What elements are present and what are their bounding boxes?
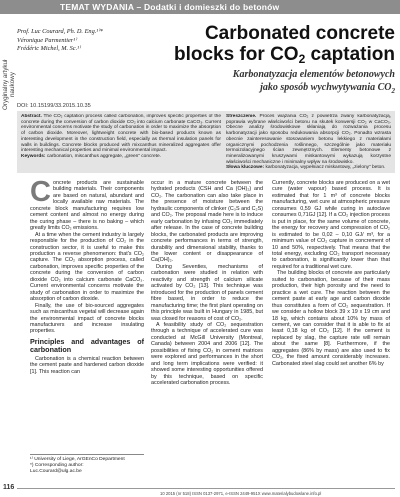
doi-label: DOI: 10.15199/33.2015.10.35 [17, 103, 91, 109]
paragraph: Carbonation is a chemical reaction between the cement paste and hardened carbon dioxide [1]. This reaction can [30, 355, 144, 375]
header-bar [0, 0, 400, 14]
paragraph: At a time when the cement industry is largely responsible for the production of CO₂ in the construction sector, it is useful to make this production a reverse phenomenon: that's CO₂ capture. The CO₂ absorption process, called carbonation, improves specific properties of the concrete during the conversion of carbon dioxide CO₂ into calcium carbonate CaCO₃. Current environmental concerns motivate the study of carbonation in order to maximize the absorption of carbon dioxide. [30, 231, 144, 303]
author: Frédéric Michel, M. Sc.¹⁾ [17, 45, 81, 52]
page-number: 116 [3, 484, 15, 491]
body-column-3 [272, 180, 390, 470]
abstract-english: Abstract. The CO₂ captation process called carbonation, improves specific properties of the concrete during the conversion of carbon dioxide CO₂ into calcium carbonate CaCO₃. Current environmental concerns motivate the study of carbonation in order to maximize the absorption of carbon dioxide. Moreover, lightweight concrete with bio-based products known as interesting development in the construction field, especially as thermal insulation panels for walls in buildings. Concrete blocks produced with mixcanthus mineralized aggregates offer interesting mechanical properties and minimal environmental impact. Keywords: carbonation, miscanthus aggregate, „green” concrete. [21, 114, 221, 159]
paragraph: Finally, the use of bio-sourced aggregates such as miscanthus vegetal will decrease again the environmental impact of concrete blocks manufacturers and increase insulating properties. [30, 302, 144, 335]
article-type-label: Oryginalny artykuł naukowy [2, 59, 16, 111]
article-title [150, 23, 395, 65]
title-line-2: blocks for $CO_2$ captation [174, 44, 395, 66]
paragraph: During Seventies, mechanisms of carbonation were studied in relation with reactivity and strength of calcium silicate activated by CO₂ [13]. This technique was introduced for the production of panels cement fibre based, in order to reduce the manufacturing time; the first plant operating on this principle was built in Hungary in 1985, but was closed for reasons of cost of CO₂. [151, 263, 263, 322]
paragraph: Concrete products are sustainable building materials. Their components are based on natural, abundant and locally available raw materials. The concrete block manufacturing requires low cement content and almost no energy during the curing phase – there is no baking – which greatly limits CO₂ emissions. [30, 180, 144, 232]
email: Luc.Courard@ulg.ac.be [30, 468, 82, 474]
author: Prof. Luc Courard, Ph. D. Eng.¹⁾* [17, 28, 103, 35]
author: Véronique Parmentier¹⁾ [17, 36, 77, 44]
article-subtitle [150, 68, 395, 94]
body-column-2 [151, 180, 263, 470]
paragraph: occur in a mature concrete between the hydrated products (CSH and Ca (OH)₂) and CO₂. The carbonation can also take place in the presence of moisture between the hydraulic components of clinker (C₃S and C₂S) and CO₂. The proposal made here is to induce early carbonation by infusing CO₂ immediately after release. In the case of concrete building blocks, the carbonated products are improving concrete performances in terms of strength, durability and dimensional stability, thanks to the lower content or disappearance of Ca(OH)₂. [151, 180, 263, 264]
affiliation: ¹⁾ University of Liege, ArGEnCo Department [30, 457, 125, 462]
paragraph: A feasibility study of CO₂ sequestration through a technique of accelerated cure was conducted at McGill University (Montreal, Canada) between 2004 and 2006 [12]. The possibilities of fixing CO₂ in cement matrices were explored and performances in the short and long term implications were verified: it showed some interesting opportunities offered by this technique, based on specific accelerated carbonation process. [151, 321, 263, 387]
abstract-box [17, 111, 395, 173]
footer-divider [17, 488, 395, 489]
section-heading: Principles and advantages of carbonation [30, 336, 144, 354]
footnote [30, 454, 144, 474]
footer-info: 10 2015 (nr 518) ISSN 0137-2971, e-ISSN 2449-951X www.materialybudowlane.info.pl [160, 491, 322, 496]
subtitle-line-2: jako sposób wychwytywania $CO_2$ [260, 82, 395, 95]
body-column-1 [30, 180, 144, 435]
drop-cap: C [30, 180, 51, 208]
paragraph: The building blocks of concrete are particularly suited to carbonation, because of their mass production, their high porosity and the need to practice a wet cure. The reaction between the cement paste at early age and carbon dioxide thus constitutes a form of CO₂ sequestration. If we consider a hollow block 39 x 19 x 19 cm and 18 kg, which contains about 10% by mass of cement, we can consider that it is able to fix at least 0,18 kg of CO₂ [12]. If the cement is replaced by slag, the capture rate will remain about the same [8]. Furthermore, if the aggregates (86% by mass) are also used to fix CO₂, the fixed amount considerably increases. Carbonated steel slag could set another 6% by [272, 270, 390, 367]
subtitle-line-1: Karbonatyzacja elementów betonowych [232, 69, 395, 80]
section-title: TEMAT WYDANIA – Dodatki i domieszki do betonów [60, 2, 280, 12]
paragraph: Currently, concrete blocks are produced on a wet cure (water vapour) based process. It is estimated that for 1 m³ of concrete blocks manufacturing, wet cure at atmospheric pressure consumes 0,59 GJ while curing in autoclave consumes 0,71GJ [12]. If a CO₂ injection process is put in place, for the same volume of concrete, the energy for recovery and compression of CO₂ is estimated to be 0,02 – 0,10 GJ/ m³, for a minimum value of CO₂ capture in concrement of 10 and 50%, respectively. That means that the total energy, excluding CO₂ transport necessary to carbonation, is significantly lower than that required for a traditional wet cure. [272, 180, 390, 270]
abstract-polish: Streszczenie. Proces wiązania CO₂ z powietrza zwany karbonatyzacją, poprawia wybrane właściwości betonu na skutek konwersji CO₂ w CaCO₃. Obecne analizy środowiskowe skłaniają do rozważania procesu karbonatyzacji jako sposobu redukowania absorpcji CO₂. Ponadto wzrasta obecnie zainteresowanie stosowaniem betonu lekkiego z materiałami organicznymi pochodzenia roślinnego, szczególnie jako materiału termoizolacyjnego ścian zewnętrznych. Elementy betonowe z mineralizowanymi kruszywami miskantowymi wykazują korzystne właściwości mechaniczne i minimalny wpływ na środowisko. Słowa kluczowe: karbonatyzacja, wypełniacz miskantowy, „zielony” beton. [226, 114, 391, 170]
author-list [17, 28, 135, 54]
title-line-1: Carbonated concrete [204, 23, 395, 44]
corresponding-author: *) Corresponding author: [30, 462, 84, 468]
